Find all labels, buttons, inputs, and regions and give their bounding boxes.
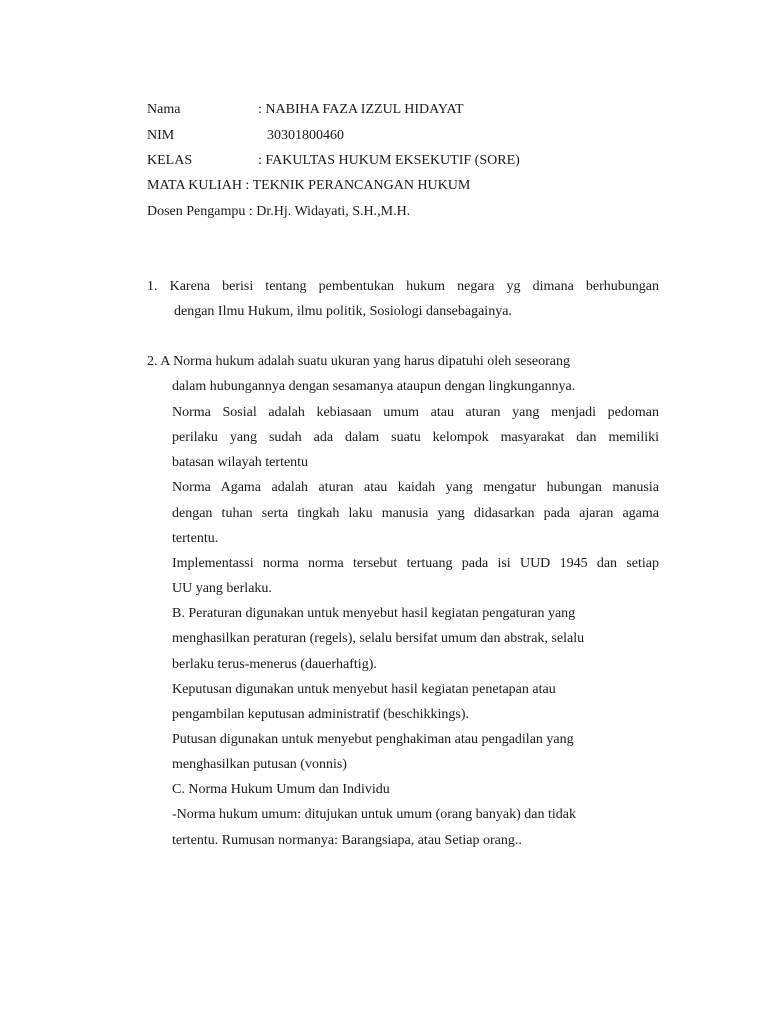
nama-value: : NABIHA FAZA IZZUL HIDAYAT (258, 102, 464, 117)
answer-2-line-7: dengan tuhan serta tingkah laku manusia yang didasarkan pada ajaran agama (172, 506, 659, 521)
answer-2-line-14: Keputusan digunakan untuk menyebut hasil kegiatan penetapan atau (172, 682, 556, 697)
answer-2-line-4: perilaku yang sudah ada dalam suatu kelompok masyarakat dan memiliki (172, 430, 659, 445)
answer-2-line-6: Norma Agama adalah aturan atau kaidah yang mengatur hubungan manusia (172, 480, 659, 495)
kelas-value: : FAKULTAS HUKUM EKSEKUTIF (SORE) (258, 153, 520, 168)
answer-2-line-1: 2. A Norma hukum adalah suatu ukuran yang harus dipatuhi oleh seseorang (147, 354, 571, 369)
answer-2-line-11: B. Peraturan digunakan untuk menyebut hasil kegiatan pengaturan yang (172, 606, 576, 621)
answer-2-line-13: berlaku terus-menerus (dauerhaftig). (172, 657, 377, 672)
header-kelas-row (147, 151, 520, 171)
nama-label: Nama (147, 102, 181, 117)
answer-2-line-17: menghasilkan putusan (vonnis) (172, 757, 347, 772)
header-nama-row (147, 100, 464, 120)
answer-2-line-20: tertentu. Rumusan normanya: Barangsiapa, atau Setiap orang.. (172, 833, 522, 848)
answer-2-line-12: menghasilkan peraturan (regels), selalu bersifat umum dan abstrak, selalu (172, 631, 585, 646)
matkul-line: MATA KULIAH : TEKNIK PERANCANGAN HUKUM (147, 178, 471, 193)
answer-1-line-1: 1. Karena berisi tentang pembentukan hukum negara yg dimana berhubungan (147, 279, 659, 294)
header-nim-row (147, 126, 344, 146)
answer-2-line-2: dalam hubungannya dengan sesamanya ataupun dengan lingkungannya. (172, 379, 576, 394)
answer-2-line-19: -Norma hukum umum: ditujukan untuk umum (orang banyak) dan tidak (172, 807, 576, 822)
answer-2-line-8: tertentu. (172, 531, 219, 546)
answer-2-line-9: Implementassi norma norma tersebut tertuang pada isi UUD 1945 dan setiap (172, 556, 659, 571)
answer-2-line-15: pengambilan keputusan administratif (beschikkings). (172, 707, 470, 722)
answer-1-line-2: dengan Ilmu Hukum, ilmu politik, Sosiologi dansebagainya. (174, 304, 512, 319)
answer-2-line-3: Norma Sosial adalah kebiasaan umum atau aturan yang menjadi pedoman (172, 405, 659, 420)
kelas-label: KELAS (147, 153, 193, 168)
answer-2-line-18: C. Norma Hukum Umum dan Individu (172, 782, 390, 797)
dosen-line: Dosen Pengampu : Dr.Hj. Widayati, S.H.,M.H. (147, 204, 411, 219)
nim-value: 30301800460 (267, 128, 344, 143)
answer-2-line-5: batasan wilayah tertentu (172, 455, 309, 470)
answer-2-line-10: UU yang berlaku. (172, 581, 272, 596)
nim-label: NIM (147, 128, 175, 143)
answer-2-line-16: Putusan digunakan untuk menyebut penghakiman atau pengadilan yang (172, 732, 574, 747)
